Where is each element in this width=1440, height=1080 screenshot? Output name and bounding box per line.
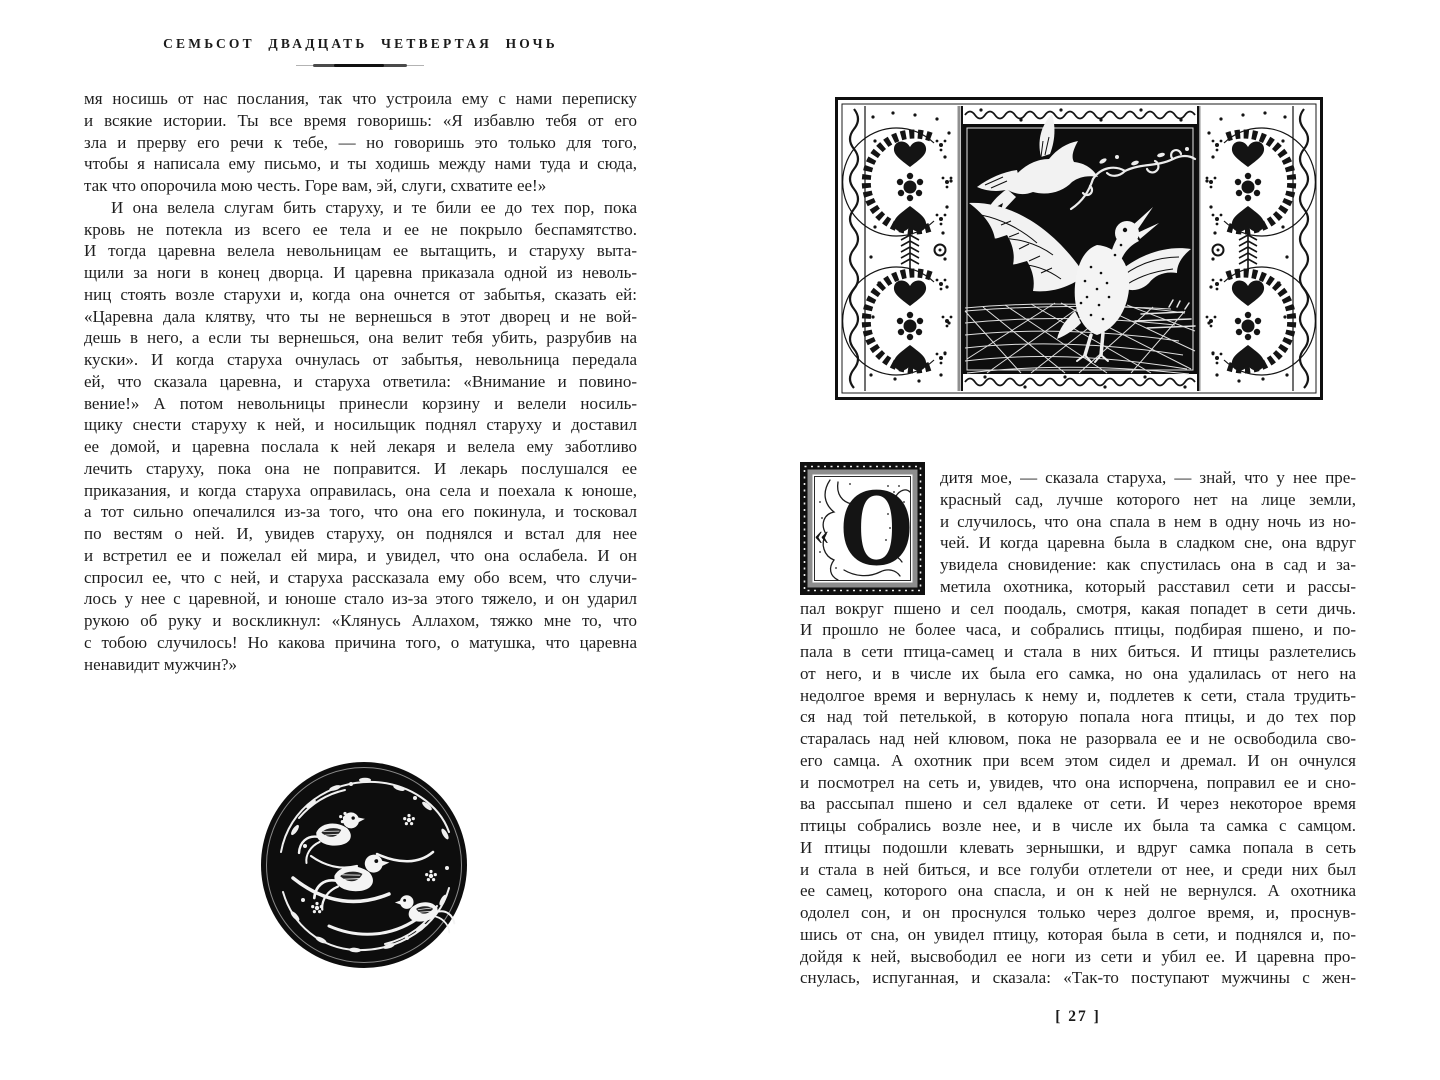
- text-line: старалась над ней клювом, пока не разорвала ее и не освободила сво-: [800, 729, 1356, 748]
- roundel-svg: [259, 760, 469, 970]
- text-line: с тобою случилось! Но какова причина того, о матушка, что царевна: [84, 632, 637, 652]
- text-line: его самца. А охотник при всем этом сидел и дремал. И он очнулся: [800, 750, 1356, 770]
- text-line: дитя мое, — сказала старуха, — знай, что у нее пре-: [940, 468, 1356, 487]
- left-paragraph-2: [84, 197, 637, 676]
- headpiece-svg: [835, 97, 1323, 400]
- text-line: ся над той петелькой, в которую попала нога птицы, и до тех пор: [800, 707, 1356, 727]
- text-line: И она велела слугам бить старуху, и те били ее до тех пор, пока: [111, 197, 637, 217]
- text-line: дешь в него, а если ты вернешься, она велит тебя убить, разрубив на: [84, 328, 637, 348]
- dropcap-svg: [800, 462, 925, 595]
- text-line: щику снести старуху к ней, и носильщик поднял старуху и доставил: [84, 415, 637, 435]
- central-black-panel: [963, 124, 1197, 374]
- header-rule-ornament: [296, 63, 424, 68]
- drop-cap-initial: [800, 462, 925, 595]
- left-paragraph-1: [84, 88, 637, 197]
- text-line: недолгое время и вернулась к нему и, подлетев к сети, стала трудить-: [800, 685, 1356, 705]
- text-line: и встретил ее и пожелал ей мира, и увидел, что она ослабела. И он: [84, 545, 637, 565]
- text-line: ненавидит мужчин?»: [84, 654, 237, 674]
- bird-eye: [1123, 228, 1127, 232]
- text-line: от него, и в числе их была его самка, но она удалилась от него на: [800, 663, 1356, 683]
- text-line: снулась, испуганная, и сказала: «Так-то поступают мужчины с жен-: [800, 968, 1356, 988]
- text-line: по вестям о ней. И, увидев старуху, он поднялся и встал для нее: [84, 524, 637, 543]
- text-line: ей, что сказала царевна, и старуха ответила: «Внимание и повино-: [84, 371, 637, 391]
- text-line: кровь не потекла из всего ее тела и ее не покрыло беспамятство.: [84, 219, 637, 239]
- text-line: ее самец, которого она спасла, и он к ней не вернулся. А охотника: [800, 881, 1356, 901]
- text-line: куски». И когда старуха очнулась от забытья, невольница передала: [84, 350, 637, 369]
- text-line: лечить старуху, пока она не поправится. И лекарь послушался ее: [84, 458, 637, 478]
- text-line: птицы собрались возле нее, и в числе их была та самка с самцом.: [800, 816, 1356, 835]
- text-line: шись от сна, он увидел птицу, которая была в сети, и поднялся и, по-: [800, 924, 1356, 944]
- text-line: а тот сильно опечалился из-за того, что она его покинула, и тосковал: [84, 502, 637, 522]
- headpiece-illustration: [835, 97, 1323, 400]
- page-number: [ 27 ]: [1055, 1008, 1101, 1025]
- text-line: пала в сети птица-самец и стала в них биться. И птицы разлетелись: [800, 642, 1356, 661]
- text-line: дойдя к ней, высвободил ее ноги из сети и убил ее. И царевна про-: [800, 946, 1356, 966]
- text-line: зла и прерву его речи к тебе, — но говоришь это только для того,: [84, 132, 637, 152]
- drop-cap-letter: О: [840, 469, 914, 588]
- right-paragraph-full-width: [800, 598, 1356, 990]
- rule-center-bar: [334, 64, 384, 67]
- text-line: И птицы подошли клевать зернышки, и вдруг самка попала в сеть: [800, 837, 1356, 857]
- tailpiece-roundel-illustration: [259, 760, 469, 970]
- text-line: И тогда царевна велела невольницам ее вытащить, и старуху выта-: [84, 241, 637, 261]
- text-line: ва рассыпал пшено и сел вдалеке от сети. И через некоторое время: [800, 794, 1356, 814]
- text-line: ее домой, и царевна послала к ней лекаря и велела ему заботливо: [84, 437, 637, 456]
- text-line: так что опорочила мою честь. Горе вам, эй, слуги, схватите ее!»: [84, 176, 547, 195]
- right-paragraph-beside-dropcap: [940, 467, 1356, 598]
- text-line: и посмотрел на сеть и, увидев, что она испорчена, поправил ее и сно-: [800, 772, 1356, 792]
- text-line: рукою об руку и воскликнул: «Клянусь Аллахом, тяжко мне то, что: [84, 611, 637, 630]
- text-line: и случилось, что она спала в нем в одну ночь из но-: [940, 511, 1356, 531]
- text-line: щили за ноги в конец дворца. И царевна приказала одной из неволь-: [84, 263, 637, 282]
- text-line: И прошло не более часа, и собрались птицы, подбирая пшено, и по-: [800, 620, 1356, 640]
- text-line: вение!» А потом невольницы принесли корзину и велели носиль-: [84, 393, 637, 413]
- text-line: метила охотника, который расставил сети и рассы-: [940, 576, 1356, 596]
- text-line: лось у нее с царевной, и юноше стало из-за этого тяжело, и он ударил: [84, 589, 637, 609]
- text-line: увидела сновидение: как спустилась она в сад и за-: [940, 555, 1356, 574]
- text-line: ниц стоять возле старухи и, когда она очнется от забытья, сказать ей:: [84, 284, 637, 304]
- text-line: и стала в ней биться, и все голуби отлетели от нее, и среди них был: [800, 859, 1356, 879]
- text-line: спросил ее, что с ней, и старуха рассказала ему обо всем, что случи-: [84, 567, 637, 587]
- roundel-disc: [261, 762, 467, 968]
- text-line: чей. И когда царевна была в сладком сне, она вдруг: [940, 533, 1356, 553]
- text-line: одолел сон, и он проснулся только через долгое время, и, проснув-: [800, 903, 1356, 922]
- chapter-header: СЕМЬСОТ ДВАДЦАТЬ ЧЕТВЕРТАЯ НОЧЬ: [163, 36, 558, 51]
- text-line: красный сад, лучше которого нет на лице земли,: [940, 489, 1356, 509]
- text-line: приказания, и когда старуха оправилась, она села и поехала к юноше,: [84, 480, 637, 500]
- drop-cap-quote: «: [814, 518, 829, 551]
- text-line: и всякие истории. Ты все время говоришь: «Я избавлю тебя от его: [84, 110, 637, 130]
- text-line: мя носишь от нас послания, так что устроила ему с нами переписку: [84, 89, 637, 108]
- text-line: пал вокруг пшено и сел поодаль, смотря, какая попадет в сети дичь.: [800, 598, 1356, 618]
- text-line: «Царевна дала клятву, что ты не вернешься в этот дворец и не вой-: [84, 306, 637, 326]
- text-line: чтобы я написала ему письмо, и ты ходишь между нами туда и сюда,: [84, 154, 637, 174]
